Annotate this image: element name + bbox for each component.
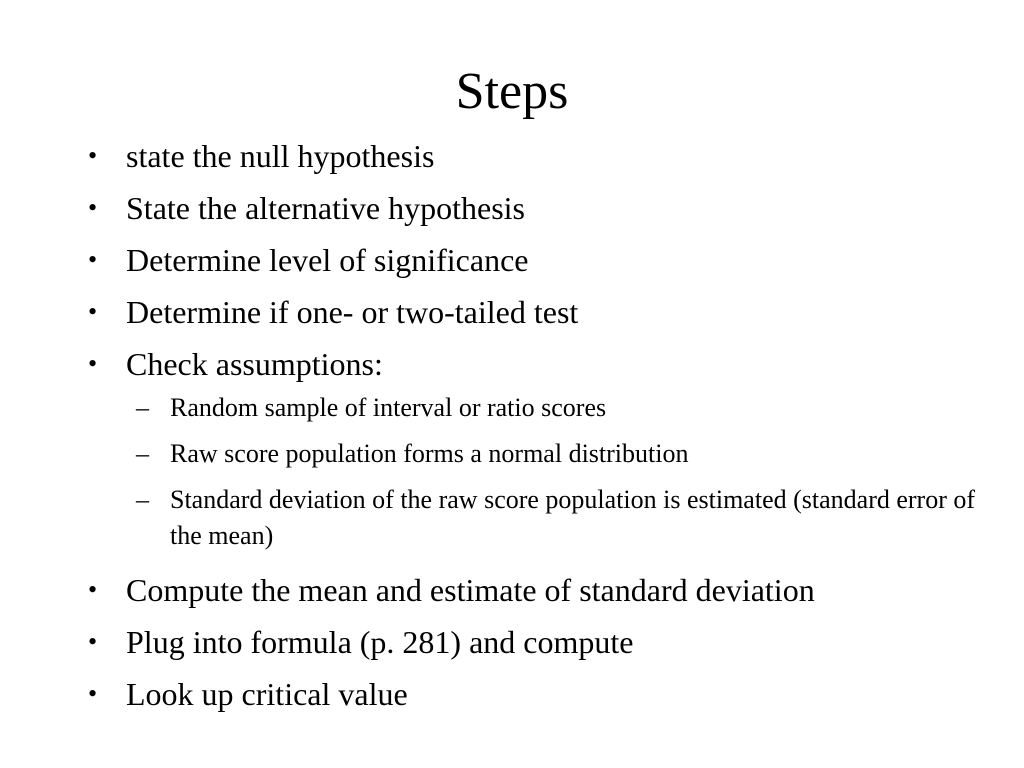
bullet-list xyxy=(88,130,998,720)
dash-icon: – xyxy=(136,393,149,422)
sub-bullet-list xyxy=(88,390,998,564)
sub-list-item xyxy=(136,436,998,472)
dash-icon: – xyxy=(136,485,149,514)
list-item xyxy=(88,130,998,182)
slide-title: Steps xyxy=(455,63,569,120)
list-item xyxy=(88,182,998,234)
list-item xyxy=(88,564,998,616)
list-item-text: Check assumptions: xyxy=(126,346,383,382)
sub-list-container xyxy=(88,390,998,564)
list-item-text: Plug into formula (p. 281) and compute xyxy=(126,624,634,660)
list-item-text: Determine if one- or two-tailed test xyxy=(126,294,579,330)
bullet-icon: • xyxy=(88,679,98,708)
bullet-icon: • xyxy=(88,349,98,378)
list-item xyxy=(88,234,998,286)
bullet-icon: • xyxy=(88,627,98,656)
sub-list-item xyxy=(136,482,998,554)
list-item-text: Look up critical value xyxy=(126,676,408,712)
sub-list-item-text: Raw score population forms a normal distribution xyxy=(170,439,689,468)
list-item-text: Compute the mean and estimate of standard deviation xyxy=(126,572,815,608)
list-item-text: state the null hypothesis xyxy=(126,138,435,174)
list-item xyxy=(88,338,998,390)
bullet-icon: • xyxy=(88,297,98,326)
bullet-icon: • xyxy=(88,575,98,604)
list-item xyxy=(88,668,998,720)
bullet-icon: • xyxy=(88,245,98,274)
bullet-icon: • xyxy=(88,141,98,170)
list-item-text: Determine level of significance xyxy=(126,242,529,278)
dash-icon: – xyxy=(136,439,149,468)
sub-list-item xyxy=(136,390,998,426)
sub-list-item-text: Random sample of interval or ratio scores xyxy=(170,393,607,422)
list-item xyxy=(88,286,998,338)
list-item-text: State the alternative hypothesis xyxy=(126,190,525,226)
sub-list-item-text: Standard deviation of the raw score population is estimated (standard error of the mean) xyxy=(170,485,976,550)
bullet-icon: • xyxy=(88,193,98,222)
list-item xyxy=(88,616,998,668)
